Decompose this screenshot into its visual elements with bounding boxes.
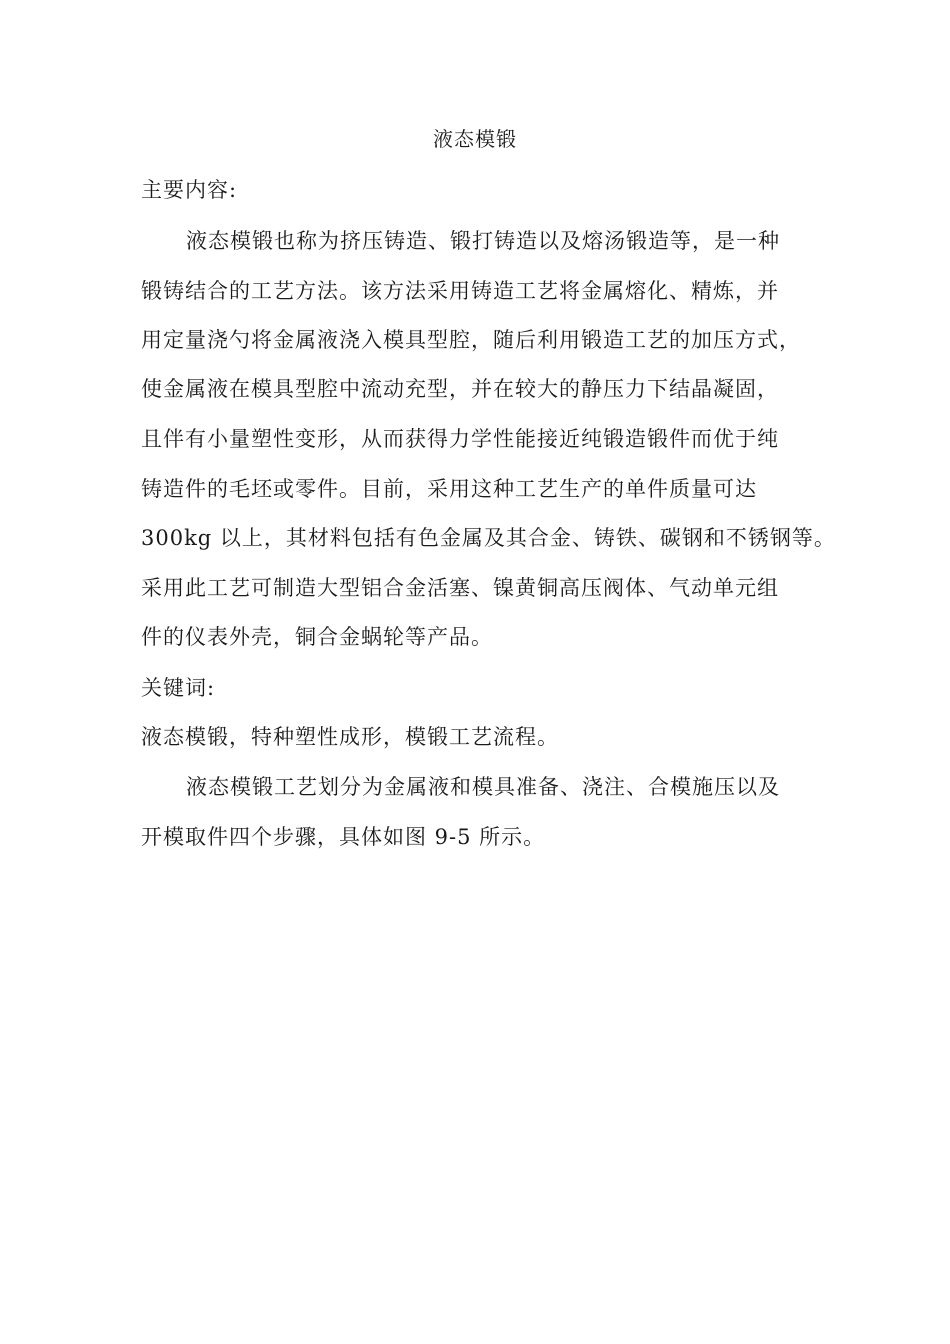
main-paragraph-line-2: 锻铸结合的工艺方法。该方法采用铸造工艺将金属熔化、精炼，并	[141, 279, 779, 303]
main-paragraph-line-1: 液态模锻也称为挤压铸造、锻打铸造以及熔汤锻造等，是一种	[186, 229, 780, 253]
process-paragraph-line-1: 液态模锻工艺划分为金属液和模具准备、浇注、合模施压以及	[186, 775, 780, 799]
main-paragraph-line-9: 件的仪表外壳，铜合金蜗轮等产品。	[141, 625, 493, 649]
document-title: 液态模锻	[433, 127, 517, 151]
main-content-label: 主要内容:	[141, 178, 238, 202]
main-paragraph-line-3: 用定量浇勺将金属液浇入模具型腔，随后利用锻造工艺的加压方式，	[141, 328, 801, 352]
main-paragraph-line-5: 且伴有小量塑性变形，从而获得力学性能接近纯锻造锻件而优于纯	[141, 427, 779, 451]
main-paragraph-line-4: 使金属液在模具型腔中流动充型，并在较大的静压力下结晶凝固，	[141, 377, 779, 401]
keywords-line: 液态模锻，特种塑性成形，模锻工艺流程。	[141, 725, 559, 749]
main-paragraph-line-6: 铸造件的毛坯或零件。目前，采用这种工艺生产的单件质量可达	[141, 477, 757, 501]
keywords-label: 关键词:	[141, 676, 216, 700]
main-paragraph-line-7: 300kg 以上，其材料包括有色金属及其合金、铸铁、碳钢和不锈钢等。	[141, 526, 836, 550]
process-paragraph-line-2: 开模取件四个步骤，具体如图 9-5 所示。	[141, 825, 546, 849]
main-paragraph-line-8: 采用此工艺可制造大型铝合金活塞、镍黄铜高压阀体、气动单元组	[141, 576, 779, 600]
